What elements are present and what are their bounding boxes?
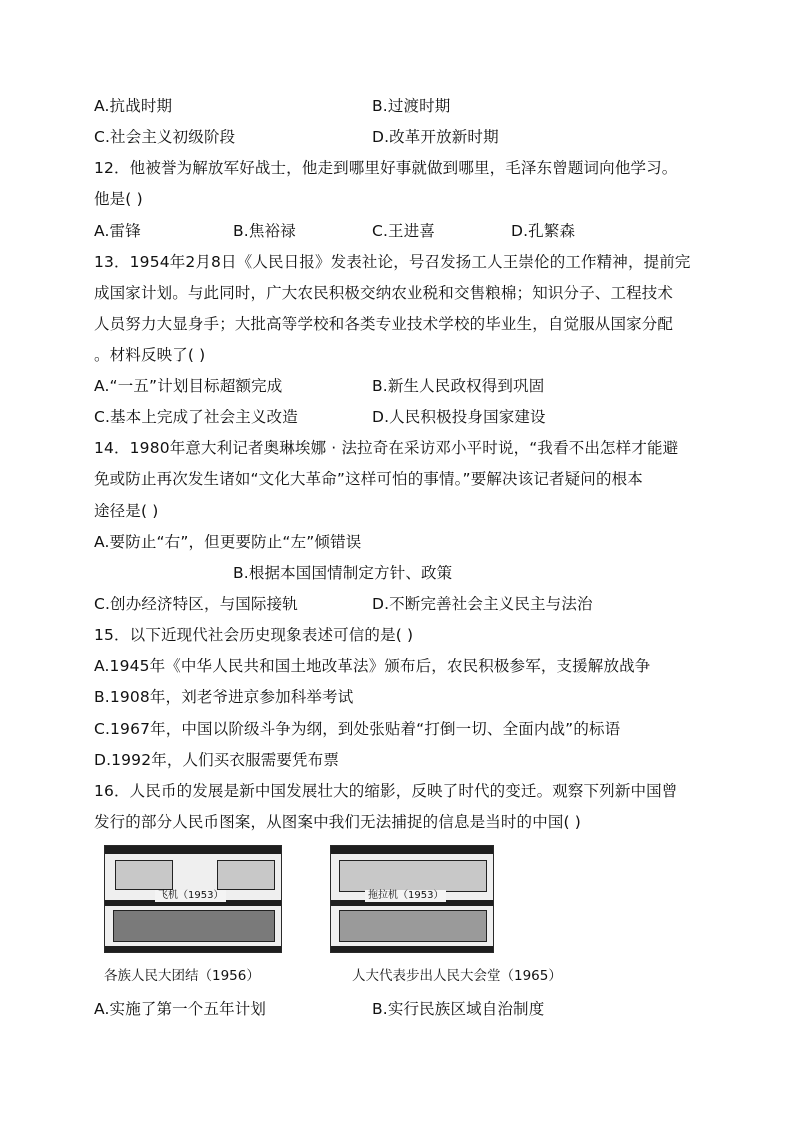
q15-option-a: A.1945年《中华人民共和国土地改革法》颁布后，农民积极参军，支援解放战争	[94, 657, 651, 675]
banknote-1-caption: 各族人民大团结（1956）	[104, 968, 260, 984]
q16-stem-line1: 16．人民币的发展是新中国发展壮大的缩影，反映了时代的变迁。观察下列新中国曾	[94, 782, 678, 800]
q15-stem: 15．以下近现代社会历史现象表述可信的是( )	[94, 626, 414, 644]
q13-option-a: A.“一五”计划目标超额完成	[94, 377, 283, 395]
q14-option-d: D.不断完善社会主义民主与法治	[372, 595, 593, 613]
q11-option-a: A.抗战时期	[94, 97, 173, 115]
q16-option-a: A.实施了第一个五年计划	[94, 1000, 267, 1018]
q13-option-d: D.人民积极投身国家建设	[372, 408, 546, 426]
q13-option-b: B.新生人民政权得到巩固	[372, 377, 545, 395]
q16-stem-line2: 发行的部分人民币图案，从图案中我们无法捕捉的信息是当时的中国( )	[94, 813, 581, 831]
q12-option-c: C.王进喜	[372, 222, 435, 240]
q14-stem-line1: 14．1980年意大利记者奥琳埃娜 · 法拉奇在采访邓小平时说，“我看不出怎样才能避	[94, 439, 679, 457]
q15-option-b: B.1908年，刘老爷进京参加科举考试	[94, 688, 354, 706]
q13-stem-line1: 13．1954年2月8日《人民日报》发表社论，号召发扬工人王崇伦的工作精神，提前完	[94, 253, 691, 271]
q15-option-d: D.1992年，人们买衣服需要凭布票	[94, 751, 340, 769]
banknote-image-2	[330, 845, 494, 953]
banknote-2-caption: 人大代表步出人民大会堂（1965）	[352, 968, 562, 984]
q12-option-a: A.雷锋	[94, 222, 141, 240]
q14-option-a: A.要防止“右”，但更要防止“左”倾错误	[94, 533, 362, 551]
q14-option-c: C.创办经济特区，与国际接轨	[94, 595, 298, 613]
q11-option-c: C.社会主义初级阶段	[94, 128, 236, 146]
q14-stem-line3: 途径是( )	[94, 502, 159, 520]
q11-option-b: B.过渡时期	[372, 97, 451, 115]
q13-stem-line3: 人员努力大显身手；大批高等学校和各类专业技术学校的毕业生，自觉服从国家分配	[94, 315, 674, 333]
q13-option-c: C.基本上完成了社会主义改造	[94, 408, 298, 426]
q11-option-d: D.改革开放新时期	[372, 128, 499, 146]
q12-stem-line1: 12．他被誉为解放军好战士，他走到哪里好事就做到哪里，毛泽东曾题词向他学习。	[94, 159, 678, 177]
q12-option-b: B.焦裕禄	[233, 222, 296, 240]
q12-option-d: D.孔繁森	[511, 222, 576, 240]
q13-stem-line2: 成国家计划。与此同时，广大农民积极交纳农业税和交售粮棉；知识分子、工程技术	[94, 284, 674, 302]
banknote-2-inner-caption: 拖拉机（1953）	[365, 890, 446, 902]
banknote-1-inner-caption: 飞机（1953）	[155, 890, 226, 902]
q13-stem-line4: 。材料反映了( )	[94, 346, 206, 364]
q14-option-b: B.根据本国国情制定方针、政策	[233, 564, 453, 582]
banknote-image-1	[104, 845, 282, 953]
q12-stem-line2: 他是( )	[94, 190, 143, 208]
q16-option-b: B.实行民族区域自治制度	[372, 1000, 545, 1018]
q15-option-c: C.1967年，中国以阶级斗争为纲，到处张贴着“打倒一切、全面内战”的标语	[94, 720, 621, 738]
q14-stem-line2: 免或防止再次发生诸如“文化大革命”这样可怕的事情。”要解决该记者疑问的根本	[94, 470, 643, 488]
